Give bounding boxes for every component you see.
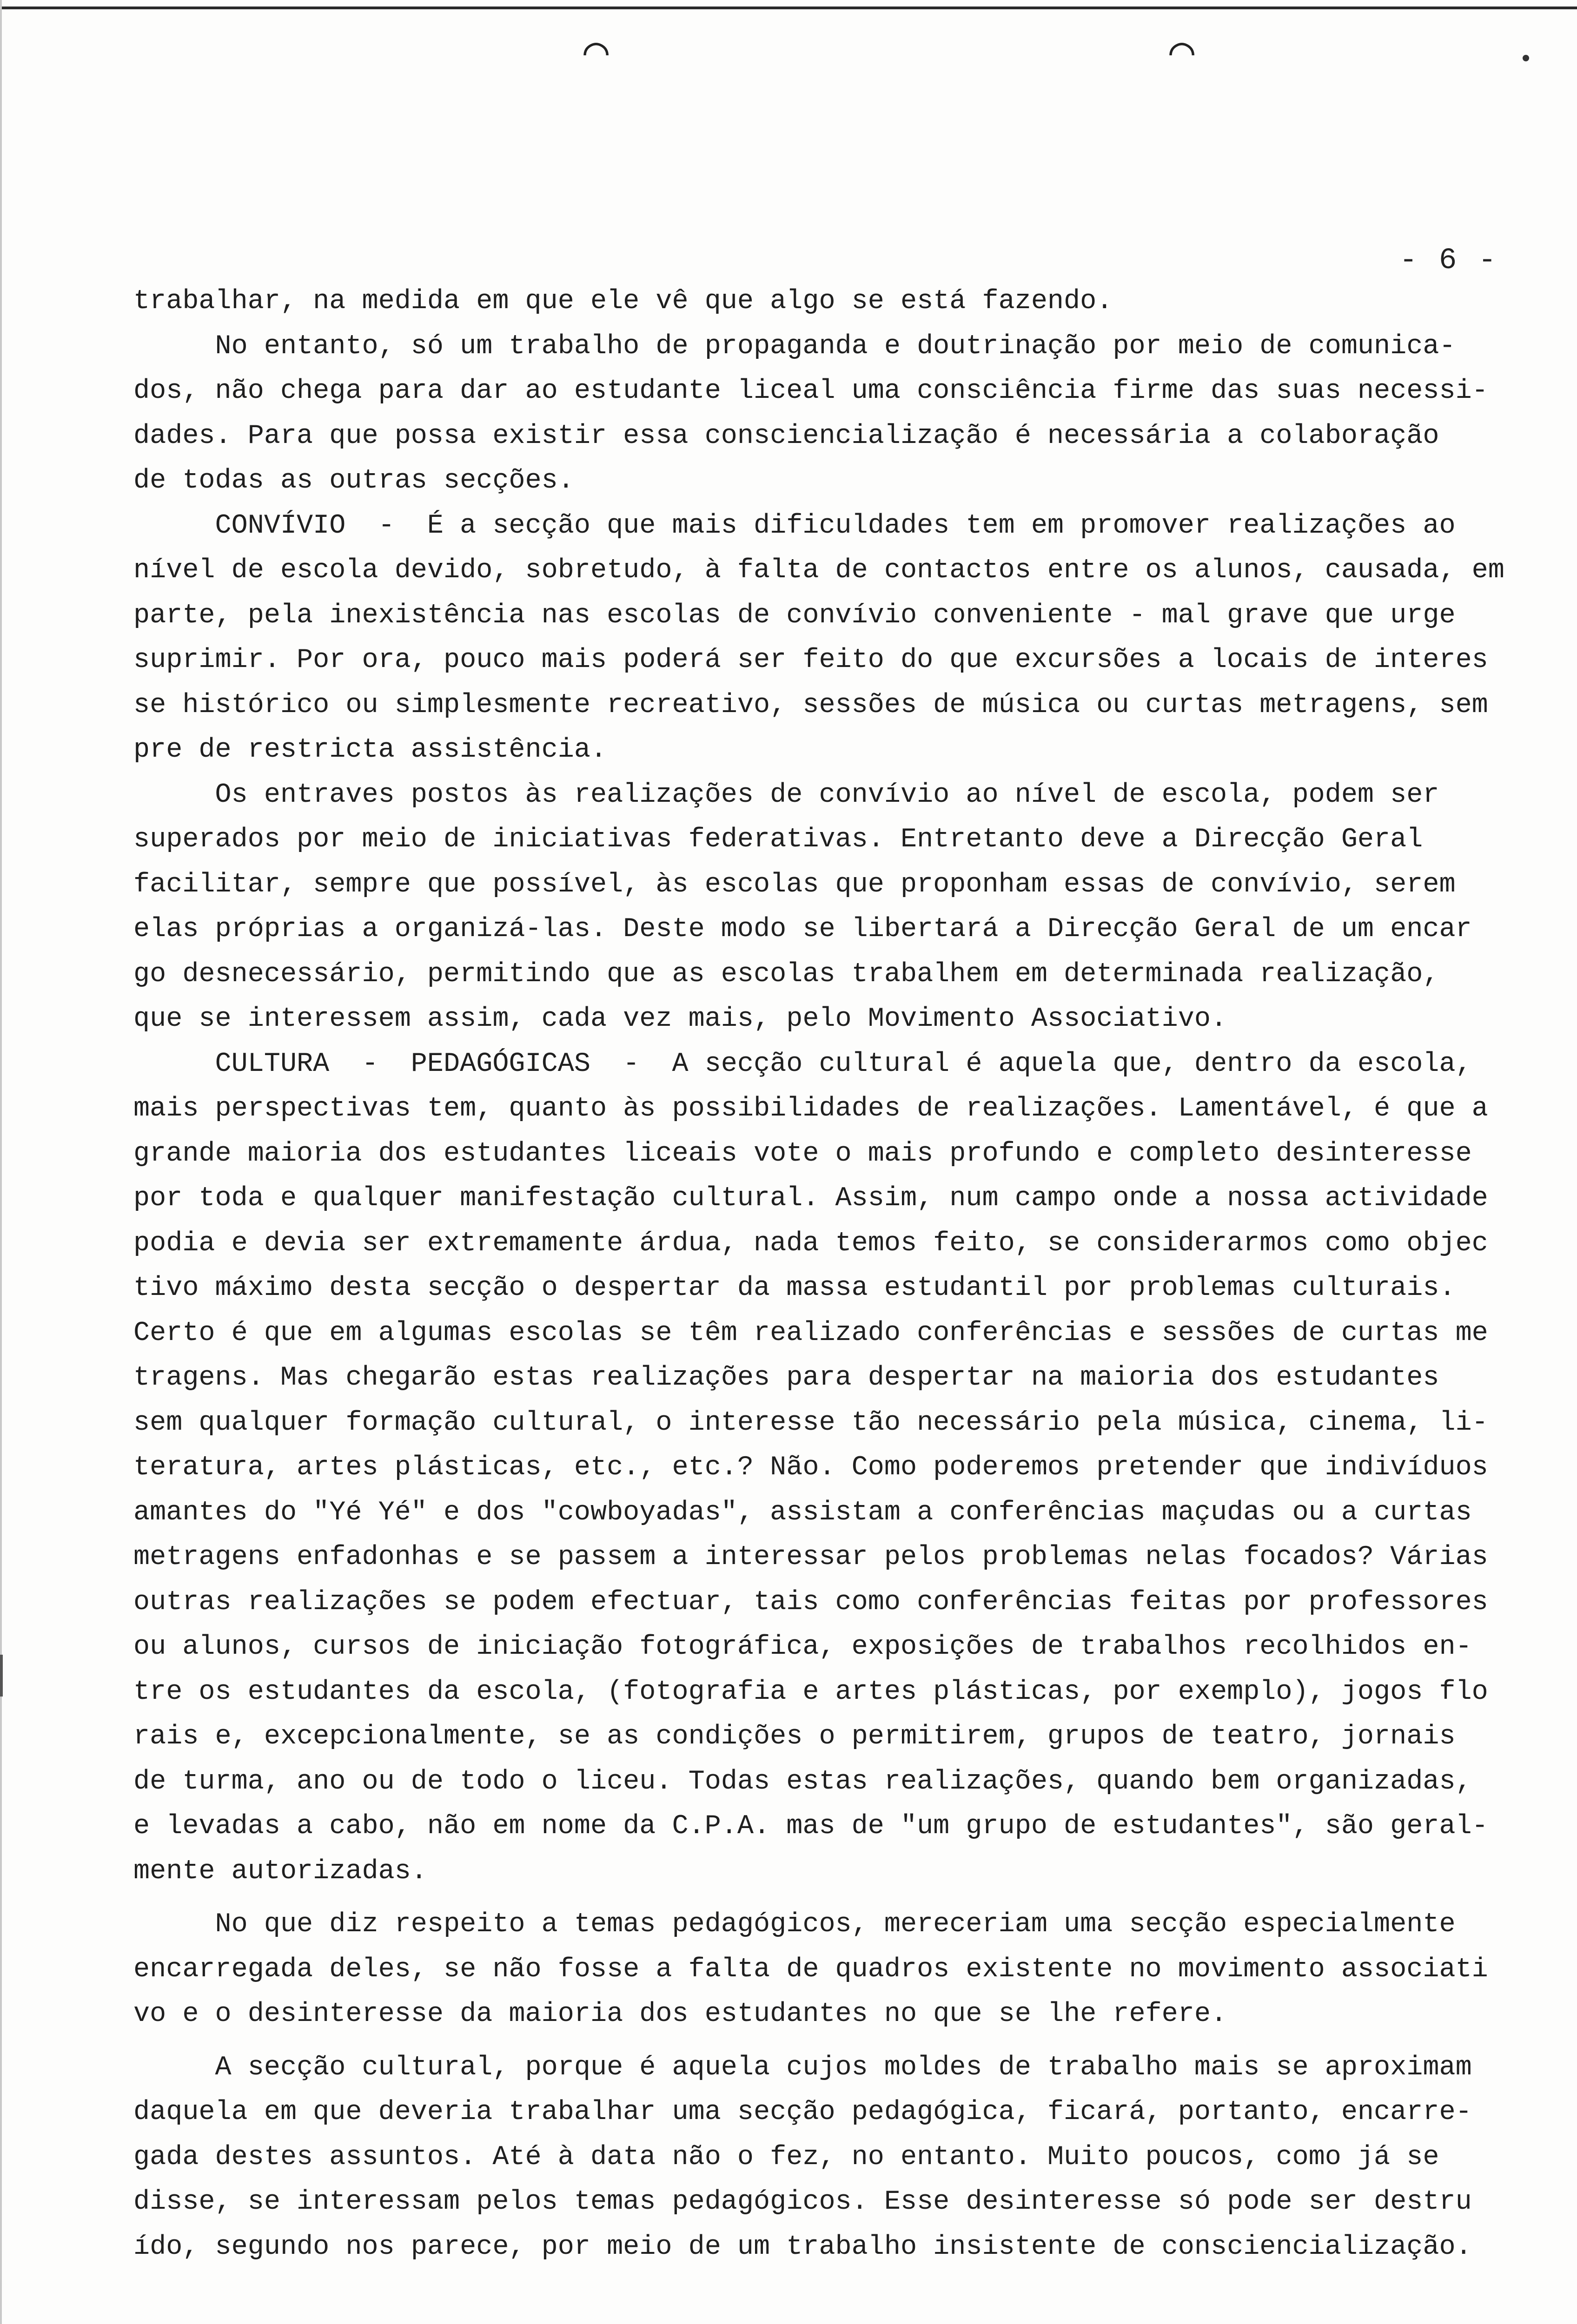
text-line: disse, se interessam pelos temas pedagógicos. Esse desinteresse só pode ser destru (133, 2186, 1472, 2217)
text-line: pre de restricta assistência. (133, 734, 607, 765)
header-mark-right: ⌒ (1169, 30, 1195, 77)
text-line: mais perspectivas tem, quanto às possibilidades de realizações. Lamentável, é que a (133, 1093, 1488, 1124)
text-line: Os entraves postos às realizações de convívio ao nível de escola, podem ser (133, 779, 1439, 810)
text-line: A secção cultural, porque é aquela cujos moldes de trabalho mais se aproximam (133, 2051, 1472, 2083)
text-line: metragens enfadonhas e se passem a interessar pelos problemas nelas focados? Várias (133, 1541, 1488, 1572)
text-line: tre os estudantes da escola, (fotografia e artes plásticas, por exemplo), jogos flo (133, 1676, 1488, 1707)
text-line: outras realizações se podem efectuar, tais como conferências feitas por professores (133, 1586, 1488, 1618)
section-heading-cultura: CULTURA - PEDAGÓGICAS - A secção cultural é aquela que, dentro da escola, (133, 1048, 1472, 1079)
text-line: gada destes assuntos. Até à data não o fez, no entanto. Muito poucos, como já se (133, 2141, 1439, 2172)
text-line: nível de escola devido, sobretudo, à falta de contactos entre os alunos, causada, em (133, 555, 1504, 586)
left-page-edge (0, 0, 2, 2324)
left-margin-mark (0, 1655, 3, 1697)
text-line: ou alunos, cursos de iniciação fotográfica, exposições de trabalhos recolhidos en- (133, 1631, 1472, 1662)
text-line: se histórico ou simplesmente recreativo, sessões de música ou curtas metragens, sem (133, 689, 1488, 720)
text-line: mente autorizadas. (133, 1855, 427, 1887)
header-dot (1523, 55, 1529, 61)
top-border-line (0, 7, 1577, 9)
text-line: e levadas a cabo, não em nome da C.P.A. mas de "um grupo de estudantes", são geral- (133, 1810, 1488, 1842)
text-line: por toda e qualquer manifestação cultural. Assim, num campo onde a nossa actividade (133, 1182, 1488, 1214)
text-line: dos, não chega para dar ao estudante liceal uma consciência firme das suas necessi- (133, 375, 1488, 406)
text-line: rais e, excepcionalmente, se as condições o permitirem, grupos de teatro, jornais (133, 1721, 1456, 1752)
text-line: superados por meio de iniciativas federativas. Entretanto deve a Direcção Geral (133, 824, 1423, 855)
text-line: Certo é que em algumas escolas se têm realizado conferências e sessões de curtas me (133, 1317, 1488, 1348)
text-line: tragens. Mas chegarão estas realizações para despertar na maioria dos estudantes (133, 1362, 1439, 1393)
text-line: teratura, artes plásticas, etc., etc.? Não. Como poderemos pretender que indivíduos (133, 1452, 1488, 1483)
text-line: go desnecessário, permitindo que as escolas trabalhem em determinada realização, (133, 958, 1439, 990)
body-text (133, 279, 1504, 2269)
text-line: grande maioria dos estudantes liceais vote o mais profundo e completo desinteresse (133, 1137, 1472, 1169)
text-line: trabalhar, na medida em que ele vê que algo se está fazendo. (133, 285, 1113, 317)
text-line: de turma, ano ou de todo o liceu. Todas estas realizações, quando bem organizadas, (133, 1765, 1472, 1797)
text-line: vo e o desinteresse da maioria dos estudantes no que se lhe refere. (133, 1998, 1227, 2029)
text-line: encarregada deles, se não fosse a falta de quadros existente no movimento associati (133, 1953, 1488, 1985)
page-number: - 6 - (1399, 244, 1498, 277)
text-line: ído, segundo nos parece, por meio de um trabalho insistente de consciencialização. (133, 2231, 1472, 2262)
text-line: parte, pela inexistência nas escolas de convívio conveniente - mal grave que urge (133, 599, 1456, 631)
text-line: elas próprias a organizá-las. Deste modo se libertará a Direcção Geral de um encar (133, 913, 1472, 944)
text-line: daquela em que deveria trabalhar uma secção pedagógica, ficará, portanto, encarre- (133, 2096, 1472, 2127)
text-line: No que diz respeito a temas pedagógicos, mereceriam uma secção especialmente (133, 1908, 1456, 1940)
header-mark-left: ⌒ (583, 30, 609, 77)
text-line: dades. Para que possa existir essa consciencialização é necessária a colaboração (133, 420, 1439, 451)
text-line: amantes do "Yé Yé" e dos "cowboyadas", assistam a conferências maçudas ou a curtas (133, 1496, 1472, 1528)
text-line: podia e devia ser extremamente árdua, nada temos feito, se considerarmos como objec (133, 1227, 1488, 1259)
text-line: No entanto, só um trabalho de propaganda e doutrinação por meio de comunica- (133, 330, 1456, 362)
text-line: facilitar, sempre que possível, às escolas que proponham essas de convívio, serem (133, 868, 1456, 900)
text-line: tivo máximo desta secção o despertar da massa estudantil por problemas culturais. (133, 1272, 1456, 1303)
text-line: que se interessem assim, cada vez mais, pelo Movimento Associativo. (133, 1003, 1227, 1034)
text-line: de todas as outras secções. (133, 465, 574, 496)
text-line: sem qualquer formação cultural, o interesse tão necessário pela música, cinema, li- (133, 1406, 1488, 1438)
section-heading-convivio: CONVÍVIO - É a secção que mais dificuldades tem em promover realizações ao (133, 509, 1456, 541)
text-line: suprimir. Por ora, pouco mais poderá ser feito do que excursões a locais de interes (133, 644, 1488, 675)
